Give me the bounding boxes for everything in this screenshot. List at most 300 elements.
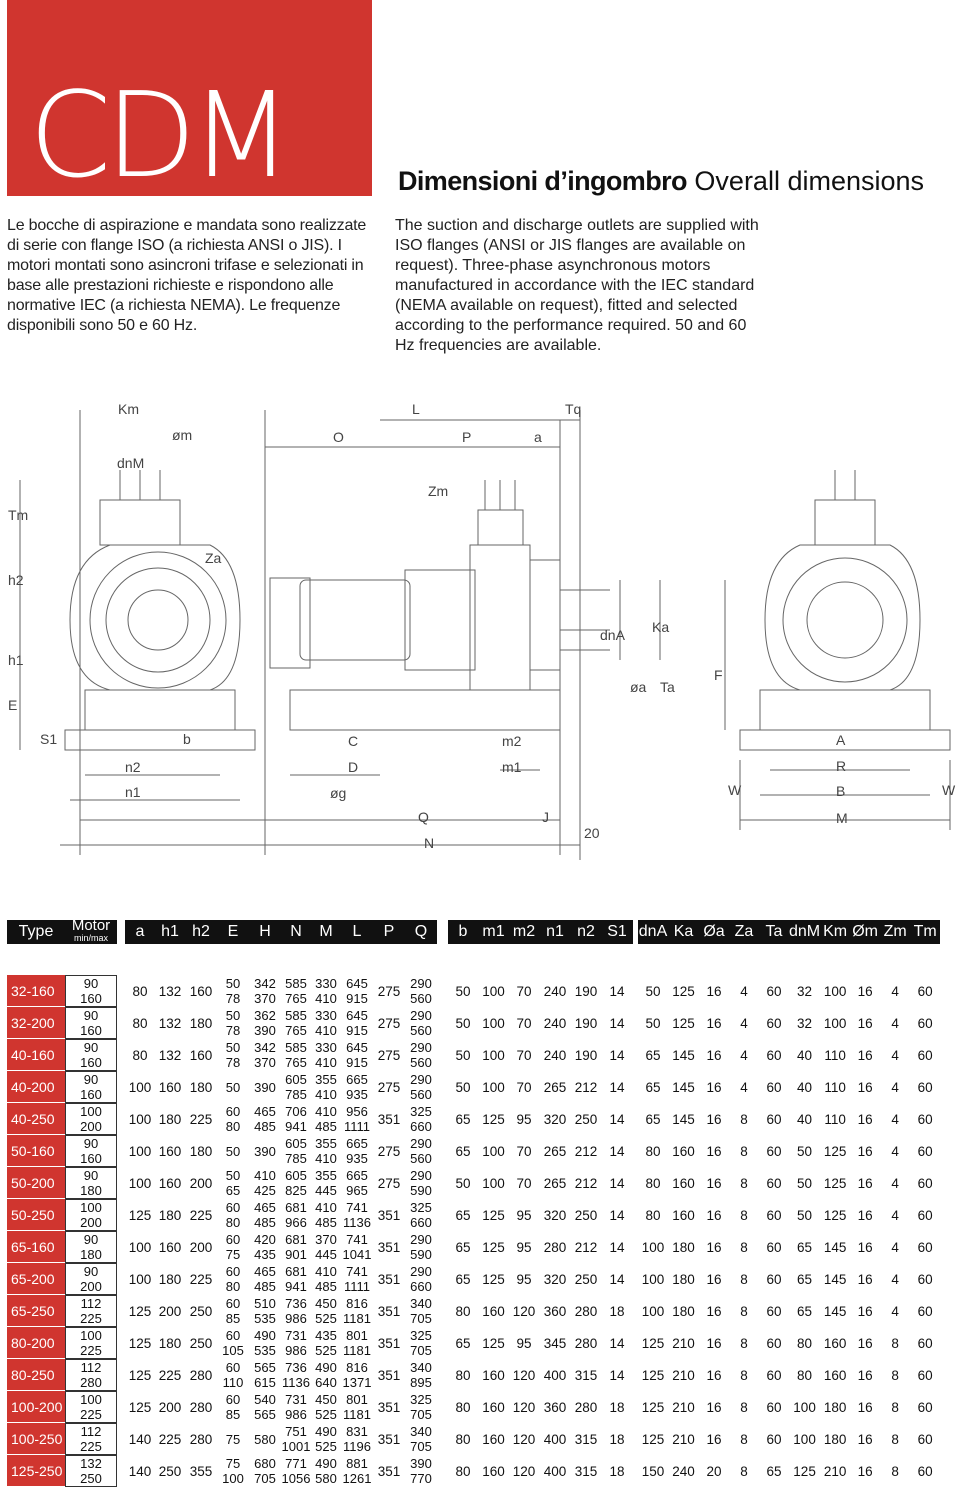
cell-n1: 360 — [543, 1303, 567, 1319]
cell-Tm: 60 — [917, 1207, 933, 1223]
cell-M: 410 485 — [315, 1264, 337, 1295]
cell-Om: 16 — [857, 1431, 873, 1447]
cell-E: 60 110 — [222, 1360, 244, 1391]
label-C: C — [348, 733, 359, 749]
cell-Ta: 60 — [766, 1239, 782, 1255]
cell-E: 50 78 — [225, 976, 241, 1007]
cell-h2: 280 — [189, 1367, 213, 1383]
label-Za: Za — [205, 550, 222, 566]
cell-Tm: 60 — [917, 1399, 933, 1415]
cell-Om: 16 — [857, 1079, 873, 1095]
label-F: F — [714, 667, 723, 683]
cell-Za: 4 — [740, 1015, 748, 1031]
cell-L: 956 1111 — [343, 1104, 371, 1135]
cell-a: 80 — [132, 1047, 148, 1063]
header-col: S1 — [601, 920, 633, 944]
cell-Za: 8 — [740, 1271, 748, 1287]
cell-S1: 14 — [609, 1143, 625, 1159]
cell-b: 65 — [455, 1335, 471, 1351]
cell-Om: 16 — [857, 1207, 873, 1223]
cell-Ka: 210 — [672, 1335, 695, 1351]
cell-h1: 132 — [158, 1047, 182, 1063]
cell-motor: 90 180 — [65, 1231, 117, 1263]
cell-Tm: 60 — [917, 1143, 933, 1159]
cell-N: 736 986 — [285, 1296, 307, 1327]
cell-m2: 120 — [512, 1303, 536, 1319]
cell-Ta: 60 — [766, 1111, 782, 1127]
cell-dnM: 80 — [797, 1335, 813, 1351]
cell-b: 80 — [455, 1463, 471, 1479]
cell-P: 351 — [377, 1335, 401, 1351]
cell-type: 65-160 — [7, 1231, 65, 1263]
cell-Za: 8 — [740, 1399, 748, 1415]
header-col: P — [373, 920, 405, 944]
cell-H: 465 485 — [254, 1104, 276, 1135]
cell-h2: 225 — [189, 1271, 213, 1287]
cell-M: 330 410 — [315, 1040, 337, 1071]
cell-S1: 14 — [609, 1079, 625, 1095]
cell-m2: 95 — [516, 1207, 532, 1223]
cell-motor: 90 160 — [65, 1007, 117, 1039]
cell-Km: 145 — [823, 1271, 847, 1287]
cell-M: 410 485 — [315, 1104, 337, 1135]
cell-n1: 280 — [543, 1239, 567, 1255]
cell-Zm: 8 — [891, 1399, 899, 1415]
cell-N: 681 941 — [285, 1264, 307, 1295]
cell-dnA: 150 — [641, 1463, 665, 1479]
table-row — [7, 1455, 940, 1487]
cell-a: 100 — [128, 1079, 152, 1095]
label-N: N — [424, 835, 435, 851]
cell-H: 490 535 — [254, 1328, 276, 1359]
cell-h2: 200 — [189, 1175, 213, 1191]
cell-m1: 160 — [482, 1463, 505, 1479]
cell-m1: 160 — [482, 1303, 505, 1319]
cell-m1: 100 — [482, 1015, 505, 1031]
cell-Q: 390 770 — [410, 1456, 432, 1487]
cell-Tm: 60 — [917, 1463, 933, 1479]
cell-type: 65-250 — [7, 1295, 65, 1327]
cell-S1: 14 — [609, 1367, 625, 1383]
cell-b: 65 — [455, 1239, 471, 1255]
cell-Tm: 60 — [917, 1335, 933, 1351]
label-Ta: Ta — [660, 679, 675, 695]
cell-motor: 100 200 — [65, 1199, 117, 1231]
label-m1: m1 — [502, 759, 522, 775]
cell-Ta: 60 — [766, 1047, 782, 1063]
cell-Q: 290 590 — [410, 1232, 432, 1263]
cell-P: 275 — [377, 1047, 401, 1063]
cell-m2: 70 — [516, 1047, 532, 1063]
cell-P: 351 — [377, 1431, 401, 1447]
cell-n1: 345 — [543, 1335, 567, 1351]
cell-P: 275 — [377, 1015, 401, 1031]
cell-n2: 190 — [574, 983, 598, 999]
cell-L: 645 915 — [346, 1040, 368, 1071]
table-row — [7, 1167, 940, 1199]
cell-type: 80-250 — [7, 1359, 65, 1391]
header-col: h2 — [185, 920, 217, 944]
label-Tm: Tm — [8, 507, 29, 523]
table-row — [7, 1135, 940, 1167]
cell-S1: 14 — [609, 1175, 625, 1191]
cell-Q: 340 705 — [410, 1296, 432, 1327]
cell-Ka: 180 — [672, 1239, 695, 1255]
cell-m2: 120 — [512, 1367, 536, 1383]
cell-L: 665 965 — [346, 1168, 368, 1199]
cell-h1: 160 — [158, 1079, 182, 1095]
cell-Oa: 16 — [706, 1143, 722, 1159]
cell-motor: 100 225 — [65, 1327, 117, 1359]
table-row — [7, 1295, 940, 1327]
cell-n2: 250 — [574, 1207, 598, 1223]
cell-m2: 70 — [516, 1175, 532, 1191]
cell-a: 125 — [128, 1399, 152, 1415]
cell-dnA: 50 — [645, 1015, 661, 1031]
cell-motor: 90 200 — [65, 1263, 117, 1295]
cell-b: 50 — [455, 983, 471, 999]
table-row — [7, 1391, 940, 1423]
label-a: a — [534, 429, 542, 445]
cell-P: 351 — [377, 1239, 401, 1255]
cell-Oa: 16 — [706, 1271, 722, 1287]
cell-Zm: 8 — [891, 1335, 899, 1351]
cell-n1: 240 — [543, 983, 567, 999]
cell-L: 645 915 — [346, 1008, 368, 1039]
table-row — [7, 975, 940, 1007]
label-b: b — [183, 731, 191, 747]
cell-E: 50 78 — [225, 1040, 241, 1071]
cell-Ka: 240 — [672, 1463, 695, 1479]
cell-h1: 200 — [158, 1399, 182, 1415]
label-dnA: dnA — [600, 627, 625, 643]
header-col: m2 — [509, 920, 539, 944]
cell-H: 420 435 — [254, 1232, 276, 1263]
label-R: R — [836, 758, 847, 774]
cell-Ta: 60 — [766, 1207, 782, 1223]
cell-N: 706 941 — [285, 1104, 307, 1135]
cell-Ka: 145 — [672, 1111, 695, 1127]
table-row — [7, 1263, 940, 1295]
label-J: J — [542, 809, 549, 825]
cell-Q: 290 560 — [410, 1072, 432, 1103]
cell-Zm: 4 — [891, 1015, 899, 1031]
cell-dnM: 50 — [797, 1207, 813, 1223]
cell-Q: 290 590 — [410, 1168, 432, 1199]
cell-m1: 160 — [482, 1367, 505, 1383]
cell-M: 330 410 — [315, 976, 337, 1007]
cell-type: 40-200 — [7, 1071, 65, 1103]
label-og: øg — [330, 785, 347, 801]
cell-Za: 8 — [740, 1175, 748, 1191]
cell-S1: 14 — [609, 1271, 625, 1287]
cell-Om: 16 — [857, 983, 873, 999]
cell-h2: 355 — [189, 1463, 213, 1479]
cell-h1: 180 — [158, 1271, 182, 1287]
cell-Km: 180 — [823, 1399, 847, 1415]
cell-dnA: 80 — [645, 1207, 661, 1223]
header-col: Tm — [910, 920, 940, 944]
cell-Ta: 60 — [766, 1431, 782, 1447]
cell-dnM: 50 — [797, 1143, 813, 1159]
cell-N: 605 785 — [285, 1136, 307, 1167]
header-type: Type — [7, 920, 65, 944]
cell-Tm: 60 — [917, 1175, 933, 1191]
label-om: øm — [172, 427, 193, 443]
header-col: a — [125, 920, 155, 944]
cell-n2: 280 — [574, 1335, 598, 1351]
cell-L: 665 935 — [346, 1136, 368, 1167]
cell-m1: 125 — [482, 1271, 505, 1287]
cell-dnA: 80 — [645, 1143, 661, 1159]
cell-a: 100 — [128, 1175, 152, 1191]
cell-H: 410 425 — [254, 1168, 276, 1199]
cell-Tm: 60 — [917, 983, 933, 999]
cell-m1: 160 — [482, 1431, 505, 1447]
cell-dnM: 65 — [797, 1303, 813, 1319]
header-col: Ta — [759, 920, 789, 944]
header-col: dnA — [638, 920, 668, 944]
header-col: n1 — [539, 920, 571, 944]
cell-Zm: 8 — [891, 1463, 899, 1479]
cell-Ta: 60 — [766, 1335, 782, 1351]
cell-m2: 70 — [516, 1015, 532, 1031]
cell-h1: 160 — [158, 1143, 182, 1159]
cell-m1: 125 — [482, 1335, 505, 1351]
cell-E: 60 75 — [225, 1232, 241, 1263]
cell-h2: 280 — [189, 1399, 213, 1415]
cell-N: 736 1136 — [282, 1360, 310, 1391]
cell-Q: 325 705 — [410, 1392, 432, 1423]
cell-Ka: 125 — [672, 1015, 695, 1031]
cell-motor: 90 160 — [65, 1135, 117, 1167]
cell-E: 60 80 — [225, 1200, 241, 1231]
cell-Om: 16 — [857, 1271, 873, 1287]
header-col: Km — [820, 920, 850, 944]
cell-S1: 18 — [609, 1431, 625, 1447]
cell-h1: 132 — [158, 1015, 182, 1031]
cell-M: 355 410 — [315, 1072, 337, 1103]
cell-N: 605 825 — [285, 1168, 307, 1199]
cell-dnA: 125 — [641, 1399, 665, 1415]
cell-Ta: 60 — [766, 1079, 782, 1095]
cell-type: 125-250 — [7, 1455, 65, 1487]
cell-n1: 240 — [543, 1015, 567, 1031]
cell-Za: 8 — [740, 1463, 748, 1479]
cell-b: 80 — [455, 1399, 471, 1415]
cell-h2: 250 — [189, 1303, 213, 1319]
cell-E: 60 105 — [222, 1328, 244, 1359]
cell-Za: 8 — [740, 1111, 748, 1127]
cell-Ka: 160 — [672, 1143, 695, 1159]
cell-Km: 100 — [823, 983, 847, 999]
cell-h1: 180 — [158, 1207, 182, 1223]
cell-Km: 110 — [824, 1047, 846, 1063]
cell-h1: 160 — [158, 1175, 182, 1191]
cell-dnM: 80 — [797, 1367, 813, 1383]
cell-M: 490 580 — [315, 1456, 337, 1487]
label-B: B — [836, 783, 846, 799]
cell-m2: 120 — [512, 1431, 536, 1447]
cell-n2: 212 — [574, 1175, 598, 1191]
cell-n1: 360 — [543, 1399, 567, 1415]
cell-Zm: 4 — [891, 1175, 899, 1191]
cell-N: 605 785 — [285, 1072, 307, 1103]
cell-Ka: 180 — [672, 1303, 695, 1319]
cell-M: 355 445 — [315, 1168, 337, 1199]
cell-m1: 100 — [482, 983, 505, 999]
label-oa: øa — [630, 679, 647, 695]
cell-dnM: 50 — [797, 1175, 813, 1191]
section-title-it: Dimensioni d’ingombro — [398, 166, 687, 196]
cell-b: 65 — [455, 1271, 471, 1287]
label-n1: n1 — [125, 784, 141, 800]
cell-b: 65 — [455, 1111, 471, 1127]
cell-H: 465 485 — [254, 1200, 276, 1231]
cell-h2: 200 — [189, 1239, 213, 1255]
cell-Om: 16 — [857, 1239, 873, 1255]
section-title-en: Overall dimensions — [694, 166, 925, 196]
cell-N: 731 986 — [285, 1328, 307, 1359]
label-Zm: Zm — [428, 483, 449, 499]
cell-L: 645 915 — [346, 976, 368, 1007]
cell-motor: 112 225 — [65, 1423, 117, 1455]
cell-b: 65 — [455, 1143, 471, 1159]
label-W-left: W — [728, 782, 742, 798]
cell-N: 681 966 — [285, 1200, 307, 1231]
label-dnM: dnM — [117, 455, 145, 471]
cell-Ta: 60 — [766, 1175, 782, 1191]
table-row — [7, 1039, 940, 1071]
cell-dnM: 32 — [797, 1015, 813, 1031]
cell-h2: 160 — [189, 983, 213, 999]
section-title — [398, 166, 924, 197]
cell-n2: 280 — [574, 1399, 598, 1415]
cell-Ka: 160 — [672, 1207, 695, 1223]
cell-P: 351 — [377, 1271, 401, 1287]
cell-S1: 14 — [609, 1239, 625, 1255]
cell-M: 355 410 — [315, 1136, 337, 1167]
cell-n2: 190 — [574, 1047, 598, 1063]
cell-P: 275 — [377, 1079, 401, 1095]
cell-Zm: 8 — [891, 1367, 899, 1383]
header-col: H — [249, 920, 281, 944]
cell-L: 665 935 — [346, 1072, 368, 1103]
cell-m1: 125 — [482, 1207, 505, 1223]
cell-Oa: 16 — [706, 1015, 722, 1031]
cell-E: 50 — [225, 1143, 241, 1159]
cell-P: 275 — [377, 1143, 401, 1159]
cell-type: 50-200 — [7, 1167, 65, 1199]
cell-Ka: 210 — [672, 1431, 695, 1447]
cell-Km: 110 — [824, 1079, 846, 1095]
intro-italian: Le bocche di aspirazione e mandata sono realizzate di serie con flange ISO (a richiesta ANSI o JIS). I motori montati sono asincroni trifase e selezionati in base alle prestazioni richieste e rispondono alle normative IEC (a richiesta NEMA). Le frequenze disponibili sono 50 e 60 Hz. — [7, 217, 367, 334]
cell-Q: 290 560 — [410, 976, 432, 1007]
cell-P: 351 — [377, 1399, 401, 1415]
cell-N: 585 765 — [285, 976, 307, 1007]
cell-n1: 265 — [543, 1175, 567, 1191]
cell-m2: 120 — [512, 1463, 536, 1479]
cell-b: 50 — [455, 1047, 471, 1063]
cell-H: 580 — [254, 1431, 276, 1447]
cell-m2: 70 — [516, 1079, 532, 1095]
cell-dnM: 40 — [797, 1111, 813, 1127]
cell-motor: 90 180 — [65, 1167, 117, 1199]
cell-Zm: 4 — [891, 1303, 899, 1319]
cell-motor: 90 160 — [65, 1039, 117, 1071]
cell-P: 351 — [377, 1207, 401, 1223]
cell-S1: 18 — [609, 1303, 625, 1319]
cell-n2: 212 — [574, 1143, 598, 1159]
cell-Tm: 60 — [917, 1047, 933, 1063]
cell-L: 801 1181 — [343, 1328, 371, 1359]
cell-Za: 4 — [740, 1079, 748, 1095]
cell-dnA: 125 — [641, 1367, 665, 1383]
cell-L: 816 1181 — [343, 1296, 371, 1327]
cell-motor: 100 225 — [65, 1391, 117, 1423]
cell-n1: 265 — [543, 1079, 567, 1095]
cell-dnA: 65 — [645, 1111, 661, 1127]
cell-Tm: 60 — [917, 1271, 933, 1287]
cell-Ta: 60 — [766, 1303, 782, 1319]
table-row — [7, 1231, 940, 1263]
cell-motor: 132 250 — [65, 1455, 117, 1487]
cell-Km: 160 — [823, 1367, 847, 1383]
side-view — [20, 410, 950, 860]
cell-L: 741 1111 — [343, 1264, 371, 1295]
label-E: E — [8, 697, 18, 713]
cell-Tm: 60 — [917, 1015, 933, 1031]
cell-Zm: 4 — [891, 1111, 899, 1127]
cell-Oa: 16 — [706, 1335, 722, 1351]
cell-a: 125 — [128, 1207, 152, 1223]
header-col: h1 — [155, 920, 185, 944]
cell-a: 100 — [128, 1111, 152, 1127]
label-Ka: Ka — [652, 619, 670, 635]
cell-n1: 265 — [543, 1143, 567, 1159]
cell-Om: 16 — [857, 1335, 873, 1351]
cell-Za: 8 — [740, 1367, 748, 1383]
cell-Ta: 60 — [766, 1367, 782, 1383]
cell-n2: 280 — [574, 1303, 598, 1319]
cell-L: 816 1371 — [342, 1360, 372, 1391]
cell-b: 80 — [455, 1303, 471, 1319]
cell-H: 390 — [254, 1143, 276, 1159]
cell-M: 450 525 — [315, 1392, 337, 1423]
cell-m1: 100 — [482, 1047, 505, 1063]
cell-Tm: 60 — [917, 1111, 933, 1127]
cell-Za: 8 — [740, 1143, 748, 1159]
cell-type: 50-160 — [7, 1135, 65, 1167]
cell-motor: 90 160 — [65, 1071, 117, 1103]
cell-n2: 315 — [574, 1431, 598, 1447]
cell-Zm: 4 — [891, 983, 899, 999]
cell-E: 50 — [225, 1079, 241, 1095]
cell-m2: 70 — [516, 983, 532, 999]
cell-h2: 160 — [189, 1047, 213, 1063]
cell-h1: 180 — [158, 1335, 182, 1351]
table-row — [7, 1423, 940, 1455]
intro-english: The suction and discharge outlets are supplied with ISO flanges (ANSI or JIS flanges are available on request). Three-phase asynchronous motors manufactured in accordance with the IEC standard (NEMA available on request), fitted and selected according to the performance required. 50 and 60 Hz frequencies are available. — [395, 217, 759, 354]
cell-type: 40-250 — [7, 1103, 65, 1135]
cell-dnA: 125 — [641, 1335, 665, 1351]
cell-n2: 212 — [574, 1239, 598, 1255]
cell-b: 50 — [455, 1015, 471, 1031]
label-L: L — [412, 401, 420, 417]
cell-h1: 132 — [158, 983, 182, 999]
cell-Oa: 16 — [706, 1175, 722, 1191]
header-col: m1 — [478, 920, 509, 944]
